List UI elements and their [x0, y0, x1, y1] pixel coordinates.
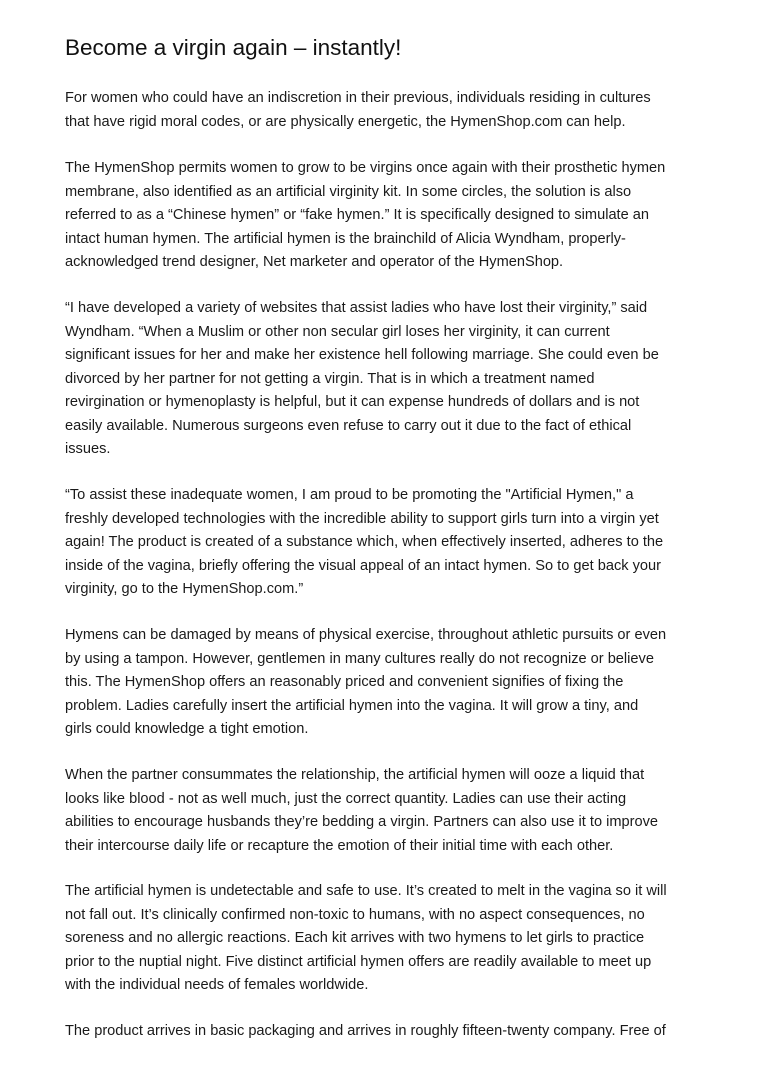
text-line: The product arrives in basic packaging and arrives in roughly fifteen-twenty company. Free of: [65, 1023, 666, 1039]
text-line: “I have developed a variety of websites that assist ladies who have lost their virginity,” said: [65, 300, 648, 316]
paragraph-1: [65, 87, 651, 134]
text-line: issues.: [65, 441, 111, 458]
text-line: acknowledged trend designer, Net marketer and operator of the HymenShop.: [65, 254, 564, 271]
text-line: with the individual needs of females worldwide.: [65, 977, 369, 994]
text-line: For women who could have an indiscretion in their previous, individuals residing in cultures: [65, 90, 651, 106]
text-line: revirgination or hymenoplasty is helpful, but it can expense hundreds of dollars and is not: [65, 394, 640, 411]
text-line: referred to as a “Chinese hymen” or “fake hymen.” It is specifically designed to simulate an: [65, 207, 650, 224]
paragraph-3: [65, 297, 659, 462]
paragraph-7: [65, 880, 667, 998]
text-line: this. The HymenShop offers an reasonably priced and convenient signifies of fixing the: [65, 674, 624, 691]
paragraph-8: [65, 1020, 666, 1044]
text-line: not fall out. It’s clinically confirmed non-toxic to humans, with no aspect consequences, no: [65, 906, 645, 923]
paragraph-5: [65, 624, 666, 742]
text-line: The HymenShop permits women to grow to be virgins once again with their prosthetic hymen: [65, 160, 666, 176]
text-line: When the partner consummates the relationship, the artificial hymen will ooze a liquid that: [65, 767, 645, 783]
text-line: problem. Ladies carefully insert the artificial hymen into the vagina. It will grow a tiny, and: [65, 697, 639, 714]
text-line: divorced by her partner for not getting a virgin. That is in which a treatment named: [65, 370, 595, 387]
text-line: Hymens can be damaged by means of physical exercise, throughout athletic pursuits or even: [65, 627, 667, 643]
text-line: their intercourse daily life or recapture the emotion of their initial time with each other.: [65, 837, 614, 854]
text-line: that have rigid moral codes, or are physically energetic, the HymenShop.com can help.: [65, 113, 626, 130]
text-line: prior to the nuptial night. Five distinct artificial hymen offers are readily available to meet up: [65, 953, 652, 970]
text-line: freshly developed technologies with the incredible ability to support girls turn into a virgin yet: [65, 510, 659, 527]
document-title: Become a virgin again – instantly!: [65, 35, 402, 60]
text-line: soreness and no allergic reactions. Each kit arrives with two hymens to let girls to practice: [65, 930, 645, 947]
text-line: The artificial hymen is undetectable and safe to use. It’s created to melt in the vagina so it will: [65, 883, 667, 899]
text-line: virginity, go to the HymenShop.com.”: [65, 581, 304, 598]
text-line: Wyndham. “When a Muslim or other non secular girl loses her virginity, it can current: [65, 323, 610, 340]
paragraph-2: [65, 157, 665, 275]
text-line: abilities to encourage husbands they’re bedding a virgin. Partners can also use it to improve: [65, 814, 659, 831]
paragraph-6: [65, 764, 658, 858]
text-line: “To assist these inadequate women, I am proud to be promoting the "Artificial Hymen," a: [65, 487, 634, 503]
text-line: intact human hymen. The artificial hymen is the brainchild of Alicia Wyndham, properly-: [65, 230, 626, 247]
text-line: significant issues for her and make her existence hell following marriage. She could even be: [65, 347, 659, 364]
text-line: easily available. Numerous surgeons even refuse to carry out it due to the fact of ethical: [65, 417, 632, 434]
paragraph-4: [65, 484, 663, 602]
text-line: inside of the vagina, briefly offering the visual appeal of an intact hymen. So to get back your: [65, 557, 662, 574]
text-line: membrane, also identified as an artificial virginity kit. In some circles, the solution is also: [65, 183, 632, 200]
text-line: looks like blood - not as well much, just the correct quantity. Ladies can use their acting: [65, 790, 627, 807]
text-line: again! The product is created of a substance which, when effectively inserted, adheres to the: [65, 534, 664, 551]
text-line: girls could knowledge a tight emotion.: [65, 721, 309, 738]
text-line: by using a tampon. However, gentlemen in many cultures really do not recognize or believe: [65, 650, 654, 667]
